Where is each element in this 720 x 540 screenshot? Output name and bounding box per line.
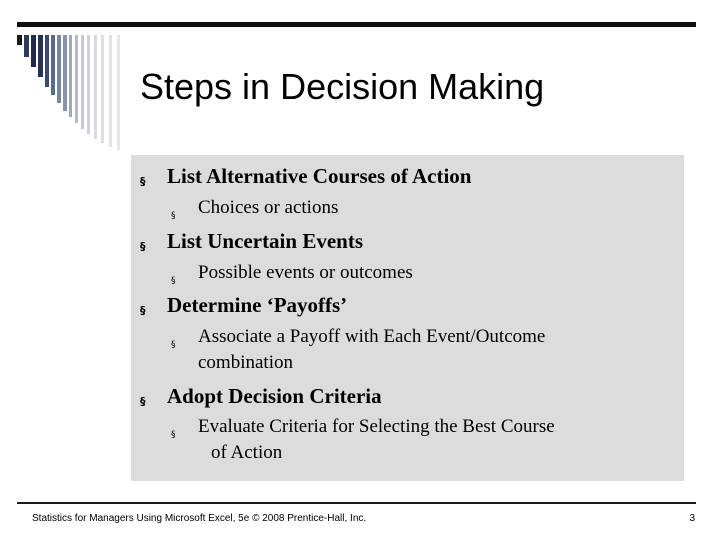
sub-bullet-text: Possible events or outcomes [198,262,413,283]
bullet-marker-icon: § [140,240,146,253]
bullet-marker-icon: § [140,175,146,188]
top-rule [17,22,696,27]
footer-rule [17,502,696,504]
bullet-text: Adopt Decision Criteria [167,384,382,408]
bullet-marker-icon: § [171,276,176,286]
footer-source: Statistics for Managers Using Microsoft Excel, 5e © 2008 Prentice-Hall, Inc. [32,513,367,524]
page-number: 3 [689,513,695,524]
bullet-marker-icon: § [171,430,176,440]
slide-title: Steps in Decision Making [140,66,545,107]
sub-bullet-text: Choices or actions [198,197,339,218]
bullet-marker-icon: § [171,340,176,350]
sub-bullet-text: Evaluate Criteria for Selecting the Best Course [198,416,555,437]
bullet-marker-icon: § [171,211,176,221]
bullet-text: Determine ‘Payoffs’ [167,293,348,317]
decorative-stripes [17,35,121,150]
bullet-text: List Uncertain Events [167,229,363,253]
sub-bullet-text: of Action [211,442,283,463]
bullet-text: List Alternative Courses of Action [167,164,472,188]
sub-bullet-text: Associate a Payoff with Each Event/Outcome [198,326,546,347]
bullet-marker-icon: § [140,395,146,408]
sub-bullet-text: combination [198,352,293,373]
bullet-marker-icon: § [140,304,146,317]
